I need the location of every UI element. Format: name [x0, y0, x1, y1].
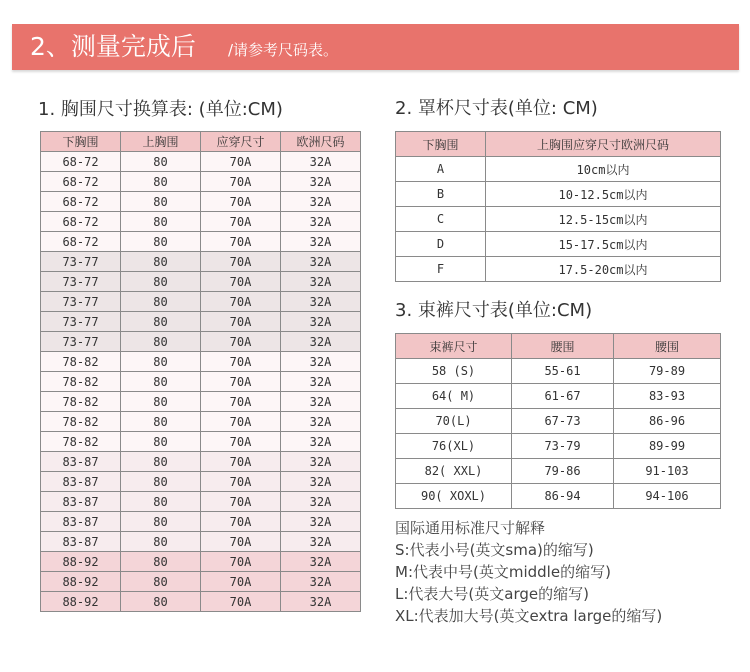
- table-row: [41, 412, 361, 432]
- table-cell: 83-87: [41, 512, 121, 532]
- table-cell: 55-61: [512, 359, 614, 384]
- section-header-banner: [12, 24, 739, 70]
- table-row: [41, 592, 361, 612]
- table-cell: 80: [121, 492, 201, 512]
- table-cell: 70A: [201, 272, 281, 292]
- cup-size-table: [395, 131, 721, 282]
- table-cell: 80: [121, 472, 201, 492]
- column-header: 应穿尺寸: [201, 132, 281, 152]
- table-row: [41, 312, 361, 332]
- table-cell: 70A: [201, 472, 281, 492]
- table-cell: 78-82: [41, 432, 121, 452]
- notes-line: S:代表小号(英文sma)的缩写): [395, 541, 594, 559]
- table-cell: 80: [121, 192, 201, 212]
- table-cell: 70A: [201, 532, 281, 552]
- table-cell: 32A: [281, 512, 361, 532]
- table-cell: 73-77: [41, 272, 121, 292]
- table-cell: 80: [121, 532, 201, 552]
- table-cell: C: [396, 207, 486, 232]
- table-cell: 32A: [281, 392, 361, 412]
- table-row: [41, 492, 361, 512]
- table-cell: 32A: [281, 572, 361, 592]
- table-row: [396, 434, 721, 459]
- table-row: [41, 292, 361, 312]
- table-cell: 70A: [201, 572, 281, 592]
- table-row: [41, 512, 361, 532]
- table-cell: 88-92: [41, 592, 121, 612]
- table-cell: 32A: [281, 552, 361, 572]
- table-row: [396, 484, 721, 509]
- column-header: 下胸围: [396, 132, 486, 157]
- size-notes: [395, 517, 662, 627]
- table-cell: 32A: [281, 352, 361, 372]
- table-row: [41, 172, 361, 192]
- table-cell: 80: [121, 312, 201, 332]
- bra-table-title: 1. 胸围尺寸换算表: (单位:CM): [38, 99, 283, 120]
- column-header: 欧洲尺码: [281, 132, 361, 152]
- section-title: 2、测量完成后: [30, 32, 196, 61]
- table-cell: 70A: [201, 412, 281, 432]
- column-header: 腰围: [512, 334, 614, 359]
- section-subtitle: /请参考尺码表。: [228, 41, 339, 59]
- table-cell: 12.5-15cm以内: [486, 207, 721, 232]
- table-cell: B: [396, 182, 486, 207]
- table-cell: 32A: [281, 172, 361, 192]
- table-cell: 70A: [201, 452, 281, 472]
- table-cell: 32A: [281, 252, 361, 272]
- table-cell: 83-87: [41, 452, 121, 472]
- table-cell: 70A: [201, 512, 281, 532]
- table-row: [41, 472, 361, 492]
- table-cell: 88-92: [41, 552, 121, 572]
- table-cell: 76(XL): [396, 434, 512, 459]
- table-cell: 78-82: [41, 412, 121, 432]
- table-cell: 70A: [201, 392, 281, 412]
- table-cell: 61-67: [512, 384, 614, 409]
- table-cell: 70A: [201, 592, 281, 612]
- table-row: [396, 232, 721, 257]
- table-cell: 80: [121, 152, 201, 172]
- table-cell: 70A: [201, 292, 281, 312]
- table-cell: 67-73: [512, 409, 614, 434]
- table-cell: 83-87: [41, 532, 121, 552]
- table-cell: 73-77: [41, 312, 121, 332]
- table-cell: 68-72: [41, 212, 121, 232]
- table-row: [41, 572, 361, 592]
- table-cell: 32A: [281, 372, 361, 392]
- table-cell: 86-96: [614, 409, 721, 434]
- table-cell: 68-72: [41, 172, 121, 192]
- table-row: [396, 459, 721, 484]
- table-cell: 32A: [281, 412, 361, 432]
- table-cell: 70A: [201, 152, 281, 172]
- bra-size-table: [40, 131, 361, 612]
- column-header: 上胸围: [121, 132, 201, 152]
- column-header: 束裤尺寸: [396, 334, 512, 359]
- table-cell: 80: [121, 412, 201, 432]
- table-cell: 73-77: [41, 292, 121, 312]
- table-row: [41, 432, 361, 452]
- table-cell: 32A: [281, 292, 361, 312]
- table-cell: 68-72: [41, 192, 121, 212]
- table-cell: 94-106: [614, 484, 721, 509]
- table-header-row: [396, 132, 721, 157]
- table-cell: F: [396, 257, 486, 282]
- table-cell: 70A: [201, 192, 281, 212]
- table-cell: 80: [121, 512, 201, 532]
- table-cell: 70A: [201, 432, 281, 452]
- notes-heading: 国际通用标准尺寸解释: [395, 519, 546, 537]
- notes-line: XL:代表加大号(英文extra large的缩写): [395, 607, 663, 625]
- table-row: [41, 552, 361, 572]
- table-cell: 83-93: [614, 384, 721, 409]
- table-cell: 70A: [201, 552, 281, 572]
- table-cell: 73-79: [512, 434, 614, 459]
- notes-line: L:代表大号(英文arge的缩写): [395, 585, 589, 603]
- table-cell: 80: [121, 212, 201, 232]
- table-row: [41, 452, 361, 472]
- table-cell: 79-89: [614, 359, 721, 384]
- table-cell: 70A: [201, 492, 281, 512]
- table-row: [41, 192, 361, 212]
- table-cell: 90( XOXL): [396, 484, 512, 509]
- table-cell: 32A: [281, 472, 361, 492]
- cup-table-title: 2. 罩杯尺寸表(单位: CM): [395, 98, 598, 119]
- table-row: [396, 359, 721, 384]
- table-cell: 83-87: [41, 472, 121, 492]
- table-cell: 70A: [201, 212, 281, 232]
- table-cell: 32A: [281, 272, 361, 292]
- table-cell: 70A: [201, 252, 281, 272]
- table-cell: 58 (S): [396, 359, 512, 384]
- table-row: [41, 212, 361, 232]
- table-cell: 32A: [281, 332, 361, 352]
- table-cell: 80: [121, 372, 201, 392]
- table-cell: 70A: [201, 312, 281, 332]
- table-row: [41, 232, 361, 252]
- table-cell: 70A: [201, 372, 281, 392]
- table-cell: 68-72: [41, 232, 121, 252]
- table-cell: 32A: [281, 232, 361, 252]
- table-cell: 10cm以内: [486, 157, 721, 182]
- table-cell: 32A: [281, 532, 361, 552]
- table-cell: 89-99: [614, 434, 721, 459]
- table-header-row: [396, 334, 721, 359]
- table-cell: 91-103: [614, 459, 721, 484]
- table-header-row: [41, 132, 361, 152]
- table-cell: 86-94: [512, 484, 614, 509]
- table-cell: 78-82: [41, 392, 121, 412]
- table-cell: 80: [121, 252, 201, 272]
- table-row: [41, 372, 361, 392]
- table-cell: 80: [121, 452, 201, 472]
- table-cell: D: [396, 232, 486, 257]
- table-cell: 32A: [281, 592, 361, 612]
- table-cell: A: [396, 157, 486, 182]
- table-row: [396, 182, 721, 207]
- column-header: 上胸围应穿尺寸欧洲尺码: [486, 132, 721, 157]
- notes-line: M:代表中号(英文middle的缩写): [395, 563, 611, 581]
- table-row: [396, 157, 721, 182]
- pants-size-table: [395, 333, 721, 509]
- table-row: [396, 207, 721, 232]
- table-row: [41, 352, 361, 372]
- table-cell: 73-77: [41, 252, 121, 272]
- table-row: [41, 392, 361, 412]
- table-cell: 70A: [201, 352, 281, 372]
- table-cell: 68-72: [41, 152, 121, 172]
- table-cell: 70(L): [396, 409, 512, 434]
- column-header: 腰围: [614, 334, 721, 359]
- table-cell: 80: [121, 572, 201, 592]
- table-cell: 70A: [201, 332, 281, 352]
- table-cell: 64( M): [396, 384, 512, 409]
- table-row: [396, 384, 721, 409]
- table-cell: 80: [121, 592, 201, 612]
- table-row: [41, 332, 361, 352]
- table-cell: 10-12.5cm以内: [486, 182, 721, 207]
- table-cell: 70A: [201, 232, 281, 252]
- table-cell: 80: [121, 392, 201, 412]
- table-cell: 83-87: [41, 492, 121, 512]
- table-cell: 80: [121, 232, 201, 252]
- pants-table-title: 3. 束裤尺寸表(单位:CM): [395, 300, 593, 321]
- table-row: [41, 252, 361, 272]
- table-row: [41, 272, 361, 292]
- table-cell: 32A: [281, 192, 361, 212]
- table-cell: 80: [121, 552, 201, 572]
- table-cell: 80: [121, 352, 201, 372]
- table-row: [41, 152, 361, 172]
- table-cell: 78-82: [41, 352, 121, 372]
- table-row: [396, 257, 721, 282]
- table-cell: 82( XXL): [396, 459, 512, 484]
- table-cell: 80: [121, 172, 201, 192]
- table-cell: 32A: [281, 152, 361, 172]
- table-cell: 32A: [281, 312, 361, 332]
- table-cell: 15-17.5cm以内: [486, 232, 721, 257]
- table-cell: 17.5-20cm以内: [486, 257, 721, 282]
- table-cell: 80: [121, 292, 201, 312]
- table-cell: 70A: [201, 172, 281, 192]
- table-cell: 88-92: [41, 572, 121, 592]
- table-cell: 78-82: [41, 372, 121, 392]
- table-cell: 32A: [281, 452, 361, 472]
- table-row: [396, 409, 721, 434]
- column-header: 下胸围: [41, 132, 121, 152]
- table-cell: 32A: [281, 432, 361, 452]
- table-cell: 79-86: [512, 459, 614, 484]
- table-cell: 32A: [281, 212, 361, 232]
- table-row: [41, 532, 361, 552]
- table-cell: 80: [121, 272, 201, 292]
- table-cell: 80: [121, 432, 201, 452]
- table-cell: 73-77: [41, 332, 121, 352]
- table-cell: 80: [121, 332, 201, 352]
- table-cell: 32A: [281, 492, 361, 512]
